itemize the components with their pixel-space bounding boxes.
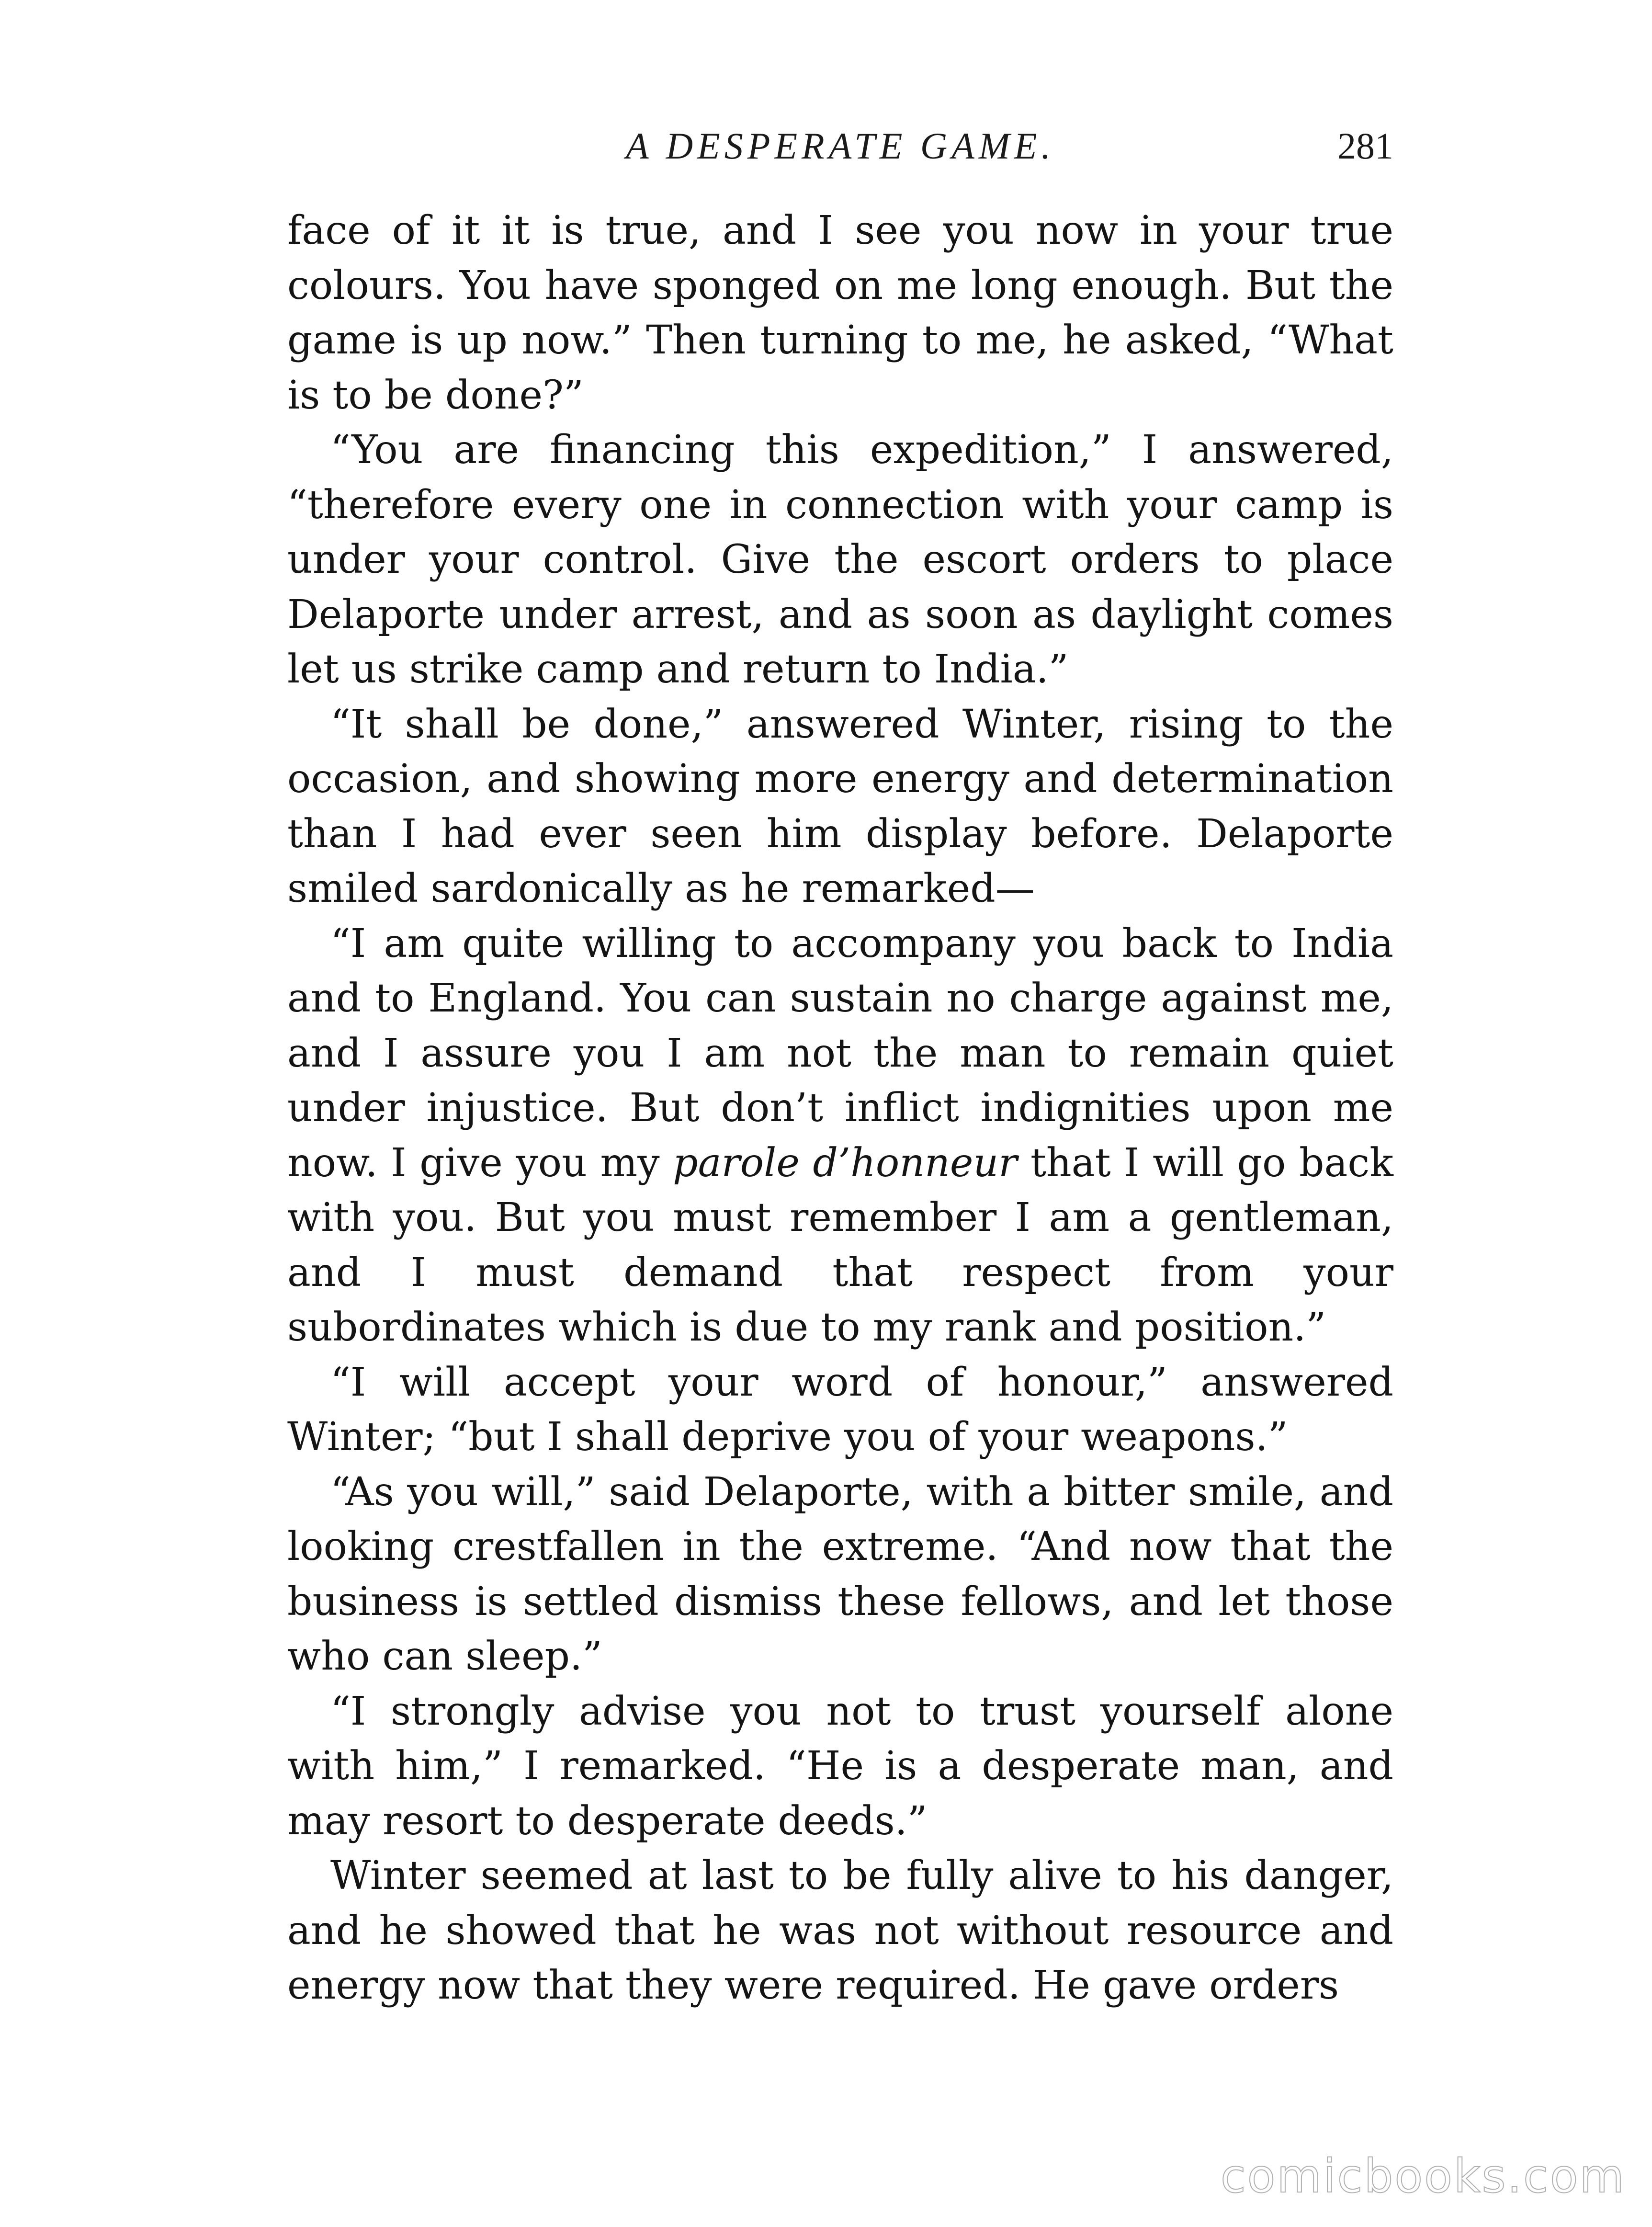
paragraph-4 [287,917,1393,1355]
paragraph-4-text-before-italic: “I am quite willing to accompany you back to India and to England. You can sustain no charge against me, and I assure you I am not the man to remain quiet under injustice. But don’t inflict indignities upon me now. I give you my [287,920,1393,1186]
paragraph-3: “It shall be done,” answered Winter, rising to the occasion, and showing more energy and determination than I had ever seen him display before. Delaporte smiled sardonically as he remarked— [287,701,1393,911]
watermark: comicbooks.com [1220,2149,1626,2203]
paragraph-5: “I will accept your word of honour,” answered Winter; “but I shall deprive you of your weapons.” [287,1359,1393,1460]
paragraph-2: “You are financing this expedition,” I answered, “therefore every one in connection with your camp is under your control. Give the escort orders to place Delaporte under arrest, and as soon as daylight comes let us strike camp and return to India.” [287,427,1393,692]
running-title: A DESPERATE GAME. [625,125,1055,167]
paragraph-8: Winter seemed at last to be fully alive to his danger, and he showed that he was not without resource and energy now that they were required. He gave orders [287,1853,1393,2008]
body-text [287,204,1393,2013]
paragraph-4-text-after-italic: that I will go back with you. But you must remember I am a gentleman, and I must demand that respect from your subordinates which is due to my rank and position.” [287,1140,1393,1350]
page-number: 281 [1337,125,1393,167]
paragraph-4-italic-phrase: parole d’honneur [673,1140,1018,1186]
paragraph-6: “As you will,” said Delaporte, with a bitter smile, and looking crestfallen in the extreme. “And now that the business is settled dismiss these fellows, and let those who can sleep.” [287,1469,1393,1679]
paragraph-7: “I strongly advise you not to trust yourself alone with him,” I remarked. “He is a desperate man, and may resort to desperate deeds.” [287,1688,1393,1844]
running-head [287,120,1393,177]
paragraph-1: face of it it is true, and I see you now in your true colours. You have sponged on me long enough. But the game is up now.” Then turning to me, he asked, “What is to be done?” [287,208,1393,418]
